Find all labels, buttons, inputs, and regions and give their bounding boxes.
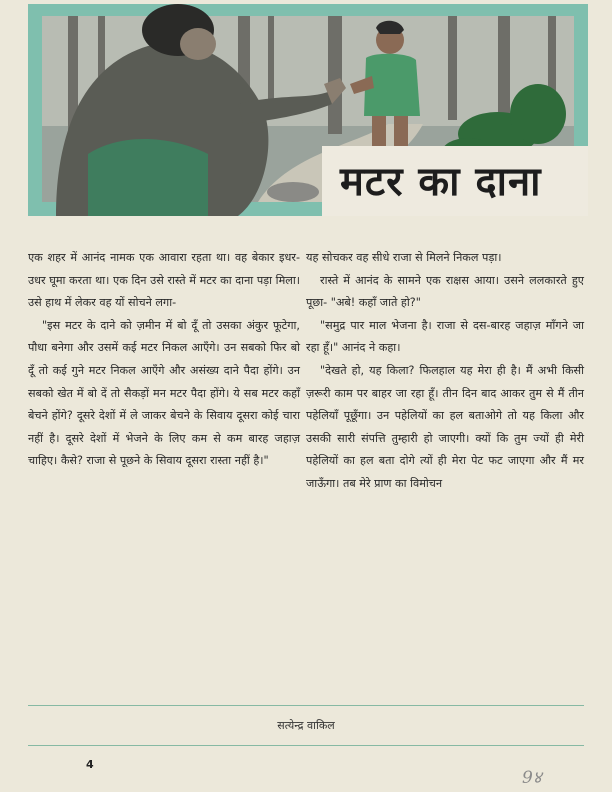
paragraph: "देखते हो, यह किला? फिलहाल यह मेरा ही है। मैं अभी किसी ज़रूरी काम पर बाहर जा रहा हूँ। तीन दिन बाद आकर तुम से मैं तीन पहेलियाँ पूछूँगा। उन पहेलियों का हल बताओगे तो यह किला और उसकी सारी संपत्ति तुम्हारी हो जाएगी। क्यों कि तुम ज्यों ही मेरी पहेलियों का हल बता दोगे त्यों ही मेरा पेट फट जाएगा और मैं मर जाऊँगा। तब मेरे प्राण का विमोचन [306,363,584,490]
footer-rule-bottom [28,745,584,746]
paragraph: रास्ते में आनंद के सामने एक राक्षस आया। उसने ललकारते हुए पूछा- "अबे! कहाँ जाते हो?" [306,273,584,310]
right-column [306,247,584,496]
author-credit: सत्येन्द्र वाकिल [277,719,335,732]
story-title: मटर का दाना [340,159,542,205]
paragraph: "समुद्र पार माल भेजना है। राजा से दस-बारह जहाज़ माँगने जा रहा हूँ।" आनंद ने कहा। [306,318,584,355]
left-column [28,247,300,473]
page-number: 4 [86,758,94,771]
handwritten-note: 9४ [522,768,542,788]
paragraph: यह सोचकर वह सीधे राजा से मिलने निकल पड़ा। [306,251,502,264]
title-panel [322,146,588,216]
footer-rule-top [28,705,584,706]
paragraph: एक शहर में आनंद नामक एक आवारा रहता था। वह बेकार इधर-उधर घूमा करता था। एक दिन उसे रास्ते में मटर का दाना पड़ा मिला। उसे हाथ में लेकर वह यों सोचने लगा- [28,251,300,310]
paragraph: "इस मटर के दाने को ज़मीन में बो दूँ तो उसका अंकुर फूटेगा, पौधा बनेगा और उसमें कई मटर निकल आएँगे। उन सबको फिर बो दूँ तो कई गुने मटर निकल आएँगे और असंख्य दाने पैदा होंगे। उन सबको खेत में बो दें तो सैकड़ों मन मटर पैदा होंगे। ये सब मटर कहाँ बेचने होंगे? दूसरे देशों में ले जाकर बेचने के सिवाय दूसरा कोई चारा नहीं है। दूसरे देशों में भेजने के लिए कम से कम बारह जहाज़ चाहिए। कैसे? राजा से पूछने के सिवाय दूसरा रास्ता नहीं है।" [28,318,300,468]
